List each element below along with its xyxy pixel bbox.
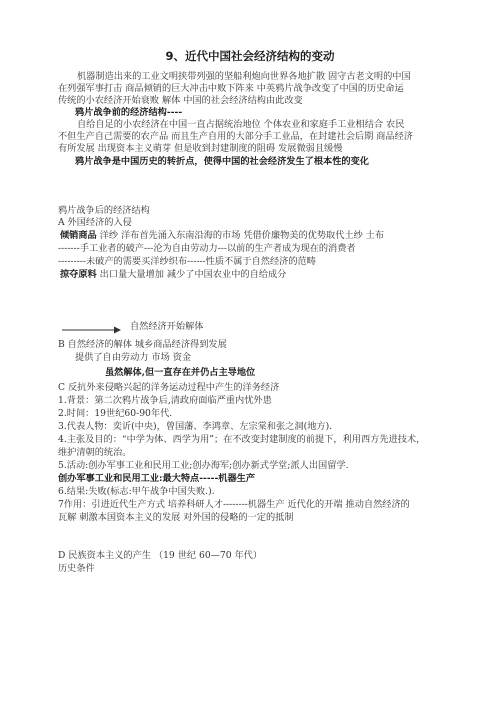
section-c-item-2: 2.时间：19世纪60-90年代.: [58, 408, 173, 419]
intro-line-2: 在列强军事打击 商品倾销的巨大冲击中败下阵来 中英鸦片战争改变了中国的历史命运: [58, 83, 404, 94]
intro-line-1: 机器制造出来的工业文明挟带列强的坚船利炮向世界各地扩散 固守古老文明的中国: [77, 71, 411, 82]
section-c-label: C 反抗外来侵略兴起的洋务运动过程中产生的洋务经济: [58, 382, 280, 393]
natural-economy-dissolution: 自然经济开始解体: [130, 321, 204, 332]
section-c-item-5: 5.活动:创办军事工业和民用工业;创办海军;创办新式学堂;派人出国留学.: [58, 460, 349, 471]
section-d-label: D 民族资本主义的产生 （19 世纪 60—70 年代）: [58, 550, 263, 561]
section-b-line-2: 提供了自由劳动力 市场 资金: [75, 352, 192, 363]
section-c-item-1: 1.背景：第二次鸦片战争后,清政府面临严重内忧外患: [58, 395, 272, 406]
turning-point-statement: 鸦片战争是中国历史的转折点，使得中国的社会经济发生了根本性的变化: [75, 156, 369, 167]
section-c-item-7-cont: 瓦解 刺激本国资本主义的发展 对外国的侵略的一定的抵制: [58, 512, 294, 523]
section-a-line-1: [60, 230, 384, 242]
section-c-item-6: 6.结果:失败(标志:甲午战争中国失败.).: [58, 486, 215, 497]
section-c-item-7: 7作用：引进近代生产方式 培养科研人才--------机器生产 近代化的开端 推动自然经济的: [58, 499, 410, 510]
section-c-item-3: 3.代表人物：奕䜣(中央)，曾国藩、李鸿章、左宗棠和张之洞(地方).: [58, 421, 333, 432]
raw-material-text: 出口量大量增加 减少了中国农业中的自给成分: [96, 269, 287, 280]
pre-war-line-3: 有所发展 出现资本主义萌芽 但是收到封建制度的阻碍 发展微弱且缓慢: [58, 143, 343, 154]
dumping-goods-label: 倾销商品: [60, 230, 97, 241]
pre-war-line-2: 不但生产自己需要的农产品 而且生产自用的大部分手工业品，在封建社会后期 商品经济: [58, 131, 413, 142]
section-a-line-4: [60, 269, 286, 281]
post-war-heading: 鸦片战争后的经济结构: [58, 205, 150, 216]
section-c-item-4: 4.主张及目的：“中学为体、西学为用”；在不改变封建制度的前提下，利用西方先进技术，: [58, 434, 426, 445]
intro-line-3: 传统的小农经济开始衰败 解体 中国的社会经济结构由此改变: [58, 95, 303, 106]
section-b-label: B 自然经济的解体 城乡商品经济得到发展: [58, 339, 227, 350]
section-c-bold-note: 创办军事工业和民用工业:最大特点-----机器生产: [58, 473, 256, 484]
long-right-arrow-icon: [62, 325, 122, 335]
pre-war-line-1: 自给自足的小农经济在中国一直占据统治地位 个体农业和家庭手工业相结合 农民: [77, 119, 405, 130]
section-a-line-3: ---------未破产的需要买洋纱织布------性质不属于自然经济的范畴: [58, 256, 316, 267]
raw-material-label: 掠夺原料: [60, 269, 97, 280]
section-c-item-4-cont: 维护清朝的统治。: [58, 447, 132, 458]
page-title: 9、近代中国社会经济结构的变动: [165, 49, 335, 63]
section-b-bold-note: 虽然解体,但一直存在并仍占主导地位: [105, 367, 256, 378]
pre-war-heading: 鸦片战争前的经济结构----: [75, 107, 183, 118]
section-a-label: A 外国经济的入侵: [58, 217, 132, 228]
section-a-line-2: -------手工业者的破产---沦为自由劳动力---以前的生产者成为现在的消费者: [58, 243, 356, 254]
dumping-goods-text: 洋纱 洋布首先涌入东南沿海的市场 凭借价廉物美的优势取代土纱 土布: [96, 230, 385, 241]
section-d-line-2: 历史条件: [58, 563, 95, 574]
